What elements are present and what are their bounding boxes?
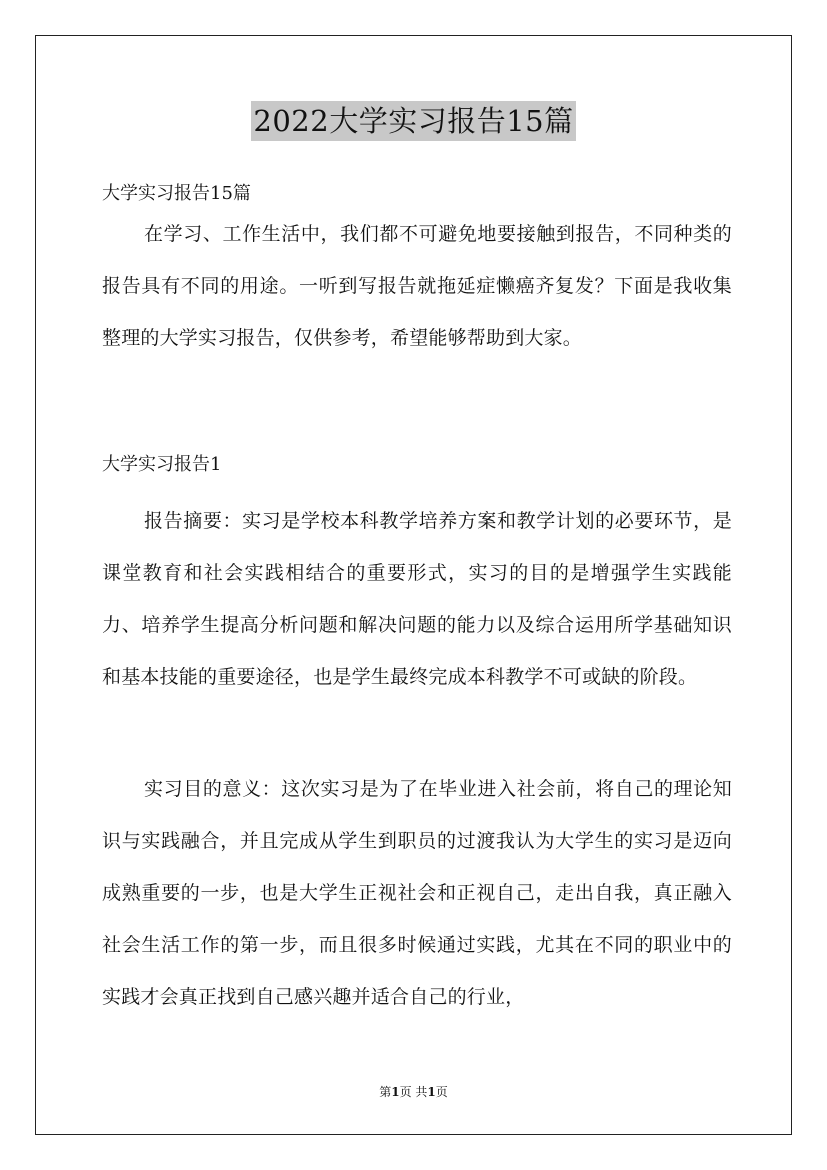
title-container bbox=[0, 101, 827, 141]
page-footer bbox=[0, 1083, 827, 1101]
document-title: 2022大学实习报告15篇 bbox=[251, 101, 575, 141]
footer-prefix: 第 bbox=[379, 1085, 392, 1099]
intro-paragraph: 在学习、工作生活中，我们都不可避免地要接触到报告，不同种类的报告具有不同的用途。一听到写报告就拖延症懒癌齐复发？下面是我收集整理的大学实习报告，仅供参考，希望能够帮助到大家。 bbox=[102, 223, 732, 349]
footer-mid: 页 共 bbox=[399, 1085, 428, 1099]
purpose-paragraph: 实习目的意义：这次实习是为了在毕业进入社会前，将自己的理论知识与实践融合，并且完成从学生到职员的过渡我认为大学生的实习是迈向成熟重要的一步，也是大学生正视社会和正视自己，走出自我，真正融入社会生活工作的第一步，而且很多时候通过实践，尤其在不同的职业中的实践才会真正找到自己感兴趣并适合自己的行业， bbox=[102, 778, 732, 1008]
footer-total-pages: 1 bbox=[427, 1085, 436, 1099]
document-subtitle: 大学实习报告15篇 bbox=[102, 183, 251, 204]
section-heading: 大学实习报告1 bbox=[102, 454, 222, 475]
footer-suffix: 页 bbox=[435, 1085, 448, 1099]
footer-current-page: 1 bbox=[391, 1085, 400, 1099]
abstract-paragraph: 报告摘要：实习是学校本科教学培养方案和教学计划的必要环节，是课堂教育和社会实践相结合的重要形式，实习的目的是增强学生实践能力、培养学生提高分析问题和解决问题的能力以及综合运用所学基础知识和基本技能的重要途径，也是学生最终完成本科教学不可或缺的阶段。 bbox=[102, 510, 732, 688]
